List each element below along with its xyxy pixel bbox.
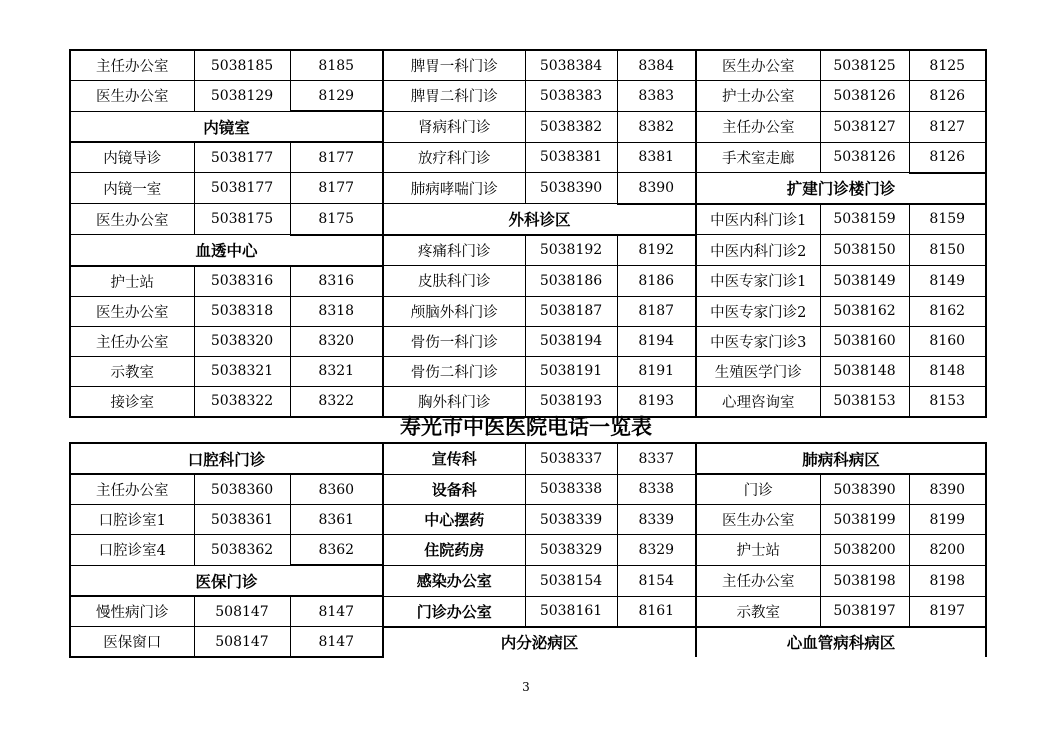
extension: 8361 [290,505,383,535]
dept-name: 设备科 [383,474,525,505]
section-header: 口腔科门诊 [70,443,383,474]
dept-name: 放疗科门诊 [383,142,525,173]
dept-name: 颅脑外科门诊 [383,296,525,326]
dept-name: 皮肤科门诊 [383,266,525,297]
dept-name: 手术室走廊 [696,142,820,173]
extension: 8150 [909,235,986,266]
phone-number: 5038198 [820,565,909,596]
extension: 8194 [617,326,696,356]
dept-name: 主任办公室 [696,565,820,596]
extension: 8390 [909,474,986,505]
extension: 8129 [290,81,383,112]
dept-name: 骨伤一科门诊 [383,326,525,356]
phone-number: 5038185 [194,50,290,81]
extension: 8175 [290,204,383,235]
extension: 8384 [617,50,696,81]
phone-number: 5038177 [194,173,290,204]
dept-name: 宣传科 [383,443,525,474]
extension: 8329 [617,535,696,566]
table-row [70,565,986,596]
dept-name: 心理咨询室 [696,386,820,417]
extension: 8318 [290,296,383,326]
extension: 8197 [909,596,986,627]
table-row [70,111,986,142]
table-row [70,535,986,566]
extension: 8200 [909,535,986,566]
dept-name: 口腔诊室4 [70,535,194,566]
phone-number: 5038177 [194,142,290,173]
dept-name: 骨伤二科门诊 [383,356,525,386]
table-row [70,474,986,505]
section-header: 心血管病科病区 [696,627,986,658]
phone-number: 5038148 [820,356,909,386]
page-title: 寿光市中医医院电话一览表 [400,415,652,439]
phone-number: 5038186 [525,266,617,297]
section-header: 内分泌病区 [383,627,696,658]
table-row [70,50,986,81]
extension: 8162 [909,296,986,326]
dept-name: 中医专家门诊1 [696,266,820,297]
table-row [70,326,986,356]
table-row [70,596,986,627]
phone-number: 5038191 [525,356,617,386]
extension: 8149 [909,266,986,297]
table-row [70,266,986,297]
lower-phone-table [69,442,987,658]
extension: 8199 [909,505,986,535]
extension: 8360 [290,474,383,505]
extension: 8338 [617,474,696,505]
phone-number: 5038361 [194,505,290,535]
section-header: 血透中心 [70,235,383,266]
extension: 8187 [617,296,696,326]
dept-name: 中医专家门诊3 [696,326,820,356]
dept-name: 脾胃二科门诊 [383,81,525,112]
phone-number: 5038200 [820,535,909,566]
table-row [70,296,986,326]
phone-number: 5038384 [525,50,617,81]
extension: 8159 [909,204,986,235]
phone-number: 5038129 [194,81,290,112]
phone-number: 5038322 [194,386,290,417]
phone-number: 5038126 [820,81,909,112]
phone-number: 5038150 [820,235,909,266]
table-row [70,81,986,112]
dept-name: 护士办公室 [696,81,820,112]
table-row [70,235,986,266]
phone-number: 5038126 [820,142,909,173]
extension: 8160 [909,326,986,356]
dept-name: 医生办公室 [696,505,820,535]
dept-name: 接诊室 [70,386,194,417]
extension: 8320 [290,326,383,356]
dept-name: 护士站 [70,266,194,297]
dept-name: 主任办公室 [696,111,820,142]
extension: 8147 [290,596,383,627]
phone-number: 508147 [194,596,290,627]
extension: 8339 [617,505,696,535]
dept-name: 内镜导诊 [70,142,194,173]
section-header: 肺病科病区 [696,443,986,474]
extension: 8337 [617,443,696,474]
extension: 8153 [909,386,986,417]
dept-name: 医生办公室 [70,81,194,112]
table-row [70,356,986,386]
phone-number: 5038162 [820,296,909,326]
phone-number: 5038161 [525,596,617,627]
phone-number: 5038382 [525,111,617,142]
phone-number: 5038160 [820,326,909,356]
phone-number: 5038199 [820,505,909,535]
dept-name: 示教室 [70,356,194,386]
extension: 8390 [617,173,696,204]
phone-number: 5038337 [525,443,617,474]
section-header: 扩建门诊楼门诊 [696,173,986,204]
extension: 8191 [617,356,696,386]
dept-name: 疼痛科门诊 [383,235,525,266]
extension: 8126 [909,142,986,173]
dept-name: 中医内科门诊2 [696,235,820,266]
extension: 8322 [290,386,383,417]
extension: 8147 [290,627,383,658]
table-row [70,505,986,535]
phone-number: 5038321 [194,356,290,386]
dept-name: 主任办公室 [70,474,194,505]
extension: 8125 [909,50,986,81]
dept-name: 中医专家门诊2 [696,296,820,326]
phone-number: 5038362 [194,535,290,566]
dept-name: 护士站 [696,535,820,566]
dept-name: 中心摆药 [383,505,525,535]
extension: 8177 [290,173,383,204]
page-number: 3 [522,680,530,694]
section-header: 外科诊区 [383,204,696,235]
phone-number: 5038329 [525,535,617,566]
dept-name: 示教室 [696,596,820,627]
phone-number: 5038159 [820,204,909,235]
phone-number: 508147 [194,627,290,658]
phone-number: 5038320 [194,326,290,356]
table-row [70,627,986,658]
extension: 8383 [617,81,696,112]
phone-number: 5038339 [525,505,617,535]
upper-phone-table [69,49,987,418]
extension: 8177 [290,142,383,173]
dept-name: 主任办公室 [70,50,194,81]
dept-name: 肾病科门诊 [383,111,525,142]
extension: 8193 [617,386,696,417]
phone-number: 5038125 [820,50,909,81]
phone-number: 5038153 [820,386,909,417]
phone-number: 5038390 [820,474,909,505]
phone-number: 5038193 [525,386,617,417]
phone-number: 5038390 [525,173,617,204]
dept-name: 医生办公室 [70,204,194,235]
extension: 8321 [290,356,383,386]
extension: 8161 [617,596,696,627]
phone-number: 5038383 [525,81,617,112]
table-row [70,204,986,235]
dept-name: 医保窗口 [70,627,194,658]
extension: 8154 [617,565,696,596]
dept-name: 中医内科门诊1 [696,204,820,235]
extension: 8382 [617,111,696,142]
phone-number: 5038154 [525,565,617,596]
extension: 8185 [290,50,383,81]
extension: 8186 [617,266,696,297]
phone-number: 5038187 [525,296,617,326]
phone-number: 5038381 [525,142,617,173]
dept-name: 胸外科门诊 [383,386,525,417]
extension: 8127 [909,111,986,142]
phone-number: 5038360 [194,474,290,505]
phone-number: 5038318 [194,296,290,326]
dept-name: 主任办公室 [70,326,194,356]
phone-number: 5038192 [525,235,617,266]
phone-number: 5038197 [820,596,909,627]
section-header: 内镜室 [70,111,383,142]
section-header: 医保门诊 [70,565,383,596]
phone-number: 5038316 [194,266,290,297]
dept-name: 住院药房 [383,535,525,566]
extension: 8316 [290,266,383,297]
extension: 8192 [617,235,696,266]
table-row [70,173,986,204]
extension: 8148 [909,356,986,386]
dept-name: 医生办公室 [696,50,820,81]
dept-name: 医生办公室 [70,296,194,326]
dept-name: 内镜一室 [70,173,194,204]
extension: 8362 [290,535,383,566]
phone-number: 5038175 [194,204,290,235]
extension: 8198 [909,565,986,596]
phone-number: 5038194 [525,326,617,356]
extension: 8126 [909,81,986,112]
dept-name: 门诊办公室 [383,596,525,627]
dept-name: 感染办公室 [383,565,525,596]
dept-name: 门诊 [696,474,820,505]
phone-number: 5038338 [525,474,617,505]
table-row [70,443,986,474]
dept-name: 慢性病门诊 [70,596,194,627]
dept-name: 生殖医学门诊 [696,356,820,386]
phone-number: 5038127 [820,111,909,142]
dept-name: 肺病哮喘门诊 [383,173,525,204]
extension: 8381 [617,142,696,173]
table-row [70,142,986,173]
dept-name: 口腔诊室1 [70,505,194,535]
phone-number: 5038149 [820,266,909,297]
dept-name: 脾胃一科门诊 [383,50,525,81]
